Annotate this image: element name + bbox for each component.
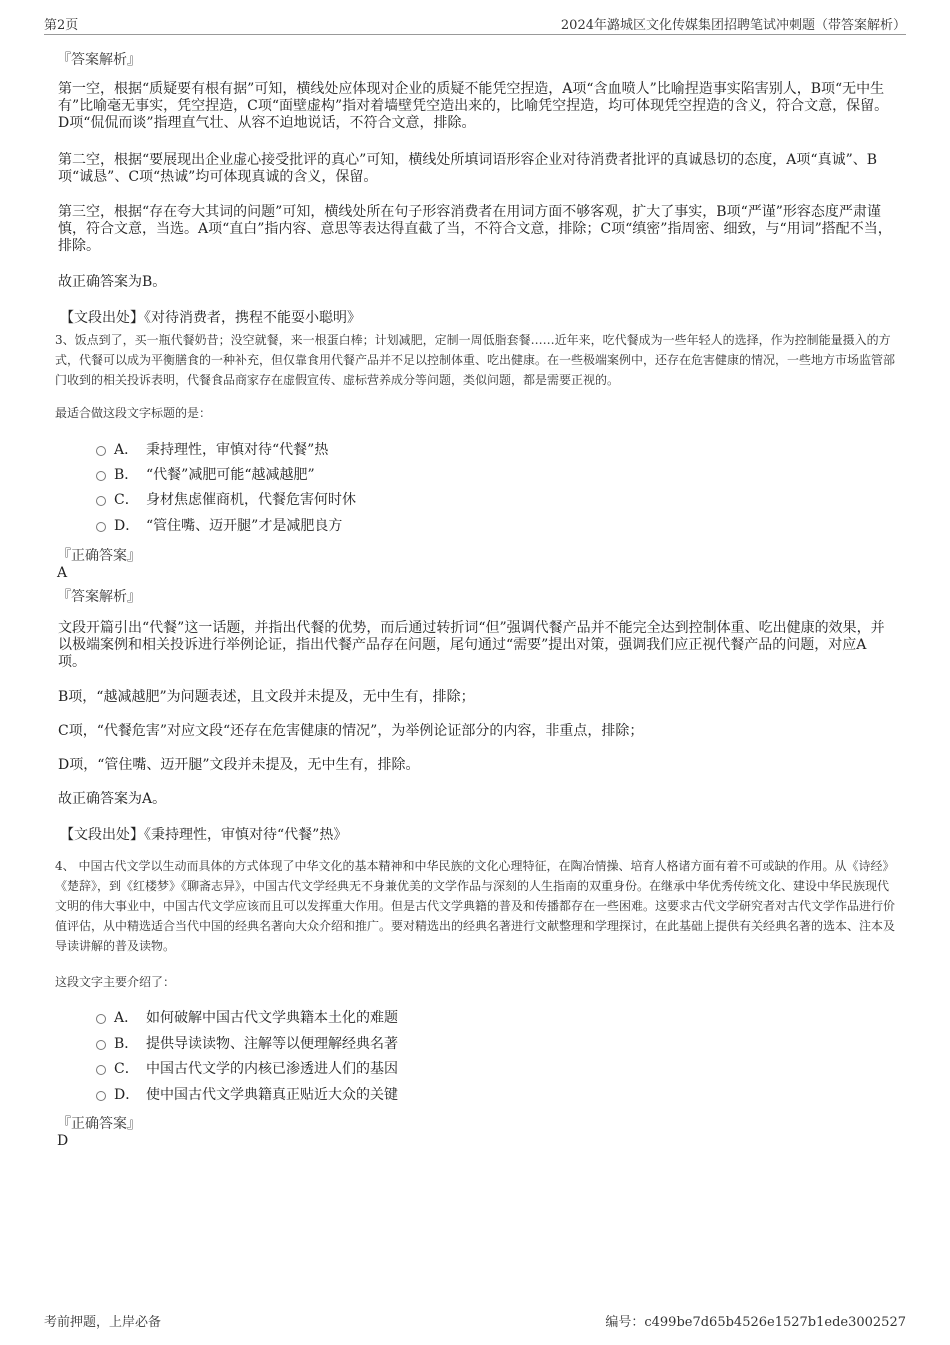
- radio-icon[interactable]: [96, 1014, 106, 1024]
- question-prompt: 最适合做这段文字标题的是：: [55, 406, 212, 420]
- question-passage: 4、 中国古代文学以生动而具体的方式体现了中华文化的基本精神和中华民族的文化心理特征，在陶冶情操、培育人格诸方面有着不可或缺的作用。从《诗经》《楚辞》，到《红楼梦》《聊斋志异》，中国古代文学经典无不身兼优美的文学作品与深刻的人生指南的双重身份。在继承中华优秀传统文化、建设中华民族现代文明的伟大事业中，中国古代文学应该而且可以发挥重大作用。但是古代文学典籍的普及和传播都存在一些困难。这要求古代文学研究者对古代文学作品进行价值评估，从中精选适合当代中国的经典名著向大众介绍和推广。要对精选出的经典名著进行文献整理和学理探讨，在此基础上提供有关经典名著的选本、注本及导读讲解的普及读物。: [55, 859, 896, 953]
- analysis-label: 『答案解析』: [57, 52, 141, 68]
- option-letter: D．: [114, 1087, 140, 1103]
- option-letter: A．: [114, 442, 139, 458]
- analysis-label: 『答案解析』: [57, 589, 141, 605]
- document-title: 2024年潞城区文化传媒集团招聘笔试冲刺题（带答案解析）: [560, 18, 906, 33]
- option-letter: D．: [114, 518, 140, 534]
- option-text: 秉持理性，审慎对待“代餐”热: [146, 442, 329, 458]
- option-c[interactable]: [96, 1058, 398, 1078]
- option-b[interactable]: [96, 1033, 398, 1053]
- correct-answer: D: [57, 1133, 69, 1149]
- option-letter: B．: [114, 467, 139, 483]
- analysis-paragraph: 第三空，根据“存在夸大其词的问题”可知，横线处所在句子形容消费者在用词方面不够客观，扩大了事实，B项“严谨”形容态度严肃谨慎，符合文意，当选。A项“直白”指内容、意思等表达得直截了当，不符合文意，排除；C项“缜密”指周密、细致，与“用词”搭配不当，排除。: [58, 204, 892, 254]
- analysis-paragraph: C项，“代餐危害”对应文段“还存在危害健康的情况”，为举例论证部分的内容，非重点，排除；: [58, 723, 644, 739]
- correct-answer-label: 『正确答案』: [57, 548, 141, 564]
- option-c[interactable]: [96, 489, 356, 509]
- radio-icon[interactable]: [96, 471, 106, 481]
- analysis-conclusion: 故正确答案为B。: [58, 274, 167, 290]
- passage-source: 【文段出处】《秉持理性，审慎对待“代餐”热》: [60, 827, 348, 843]
- radio-icon[interactable]: [96, 522, 106, 532]
- question-passage: 3、饭点到了，买一瓶代餐奶昔；没空就餐，来一根蛋白棒；计划减肥，定制一周低脂套餐……近年来，吃代餐成为一些年轻人的选择，作为控制能量摄入的方式，代餐可以成为平衡膳食的一种补充，但仅靠食用代餐产品并不足以控制体重、吃出健康。在一些极端案例中，还存在危害健康的情况，一些地方市场监管部门收到的相关投诉表明，代餐食品商家存在虚假宣传、虚标营养成分等问题，类似问题，都是需要正视的。: [55, 333, 896, 387]
- analysis-paragraph: 第二空，根据“要展现出企业虚心接受批评的真心”可知，横线处所填词语形容企业对待消费者批评的真诚恳切的态度，A项“真诚”、B项“诚恳”、C项“热诚”均可体现真诚的含义，保留。: [58, 152, 878, 185]
- analysis-paragraph: B项，“越减越肥”为问题表述，且文段并未提及，无中生有，排除；: [58, 689, 475, 705]
- option-b[interactable]: [96, 464, 315, 484]
- option-text: 身材焦虑催商机，代餐危害何时休: [146, 492, 356, 508]
- option-text: 中国古代文学的内核已渗透进人们的基因: [146, 1061, 398, 1077]
- option-text: “管住嘴、迈开腿”才是减肥良方: [146, 518, 343, 534]
- option-letter: A．: [114, 1010, 139, 1026]
- question-prompt: 这段文字主要介绍了：: [55, 975, 176, 989]
- radio-icon[interactable]: [96, 1065, 106, 1075]
- option-d[interactable]: [96, 515, 342, 535]
- analysis-paragraph: 第一空，根据“质疑要有根有据”可知，横线处应体现对企业的质疑不能凭空捏造，A项“含血喷人”比喻捏造事实陷害别人，B项“无中生有”比喻毫无事实，凭空捏造，C项“面壁虚构”指对着墙壁凭空造出来的，比喻凭空捏造，均可体现凭空捏造的含义，符合文意，保留。D项“侃侃而谈”指理直气壮、从容不迫地说话，不符合文意，排除。: [58, 81, 889, 131]
- radio-icon[interactable]: [96, 1040, 106, 1050]
- option-a[interactable]: [96, 439, 328, 459]
- page-header: [44, 14, 906, 35]
- radio-icon[interactable]: [96, 446, 106, 456]
- option-text: 如何破解中国古代文学典籍本土化的难题: [146, 1010, 398, 1026]
- option-d[interactable]: [96, 1084, 398, 1104]
- document-code: 编号：c499be7d65b4526e1527b1ede3002527: [605, 1315, 906, 1330]
- option-text: 提供导读读物、注解等以便理解经典名著: [146, 1036, 398, 1052]
- option-letter: C．: [114, 1061, 139, 1077]
- passage-source: 【文段出处】《对待消费者，携程不能耍小聪明》: [60, 310, 361, 326]
- option-letter: B．: [114, 1036, 139, 1052]
- analysis-paragraph: 文段开篇引出“代餐”这一话题，并指出代餐的优势，而后通过转折词“但”强调代餐产品并不能完全达到控制体重、吃出健康的效果，并以极端案例和相关投诉进行举例论证，指出代餐产品存在问题，尾句通过“需要”提出对策，强调我们应正视代餐产品的问题，对应A项。: [58, 620, 885, 670]
- correct-answer-label: 『正确答案』: [57, 1116, 141, 1132]
- analysis-conclusion: 故正确答案为A。: [58, 791, 167, 807]
- option-text: “代餐”减肥可能“越减越肥”: [146, 467, 315, 483]
- analysis-paragraph: D项，“管住嘴、迈开腿”文段并未提及，无中生有，排除。: [58, 757, 420, 773]
- option-letter: C．: [114, 492, 139, 508]
- footer-slogan: 考前押题，上岸必备: [44, 1315, 162, 1330]
- page-number: 第2页: [44, 18, 79, 33]
- radio-icon[interactable]: [96, 1091, 106, 1101]
- correct-answer: A: [57, 565, 68, 581]
- radio-icon[interactable]: [96, 496, 106, 506]
- option-text: 使中国古代文学典籍真正贴近大众的关键: [146, 1087, 398, 1103]
- option-a[interactable]: [96, 1007, 398, 1027]
